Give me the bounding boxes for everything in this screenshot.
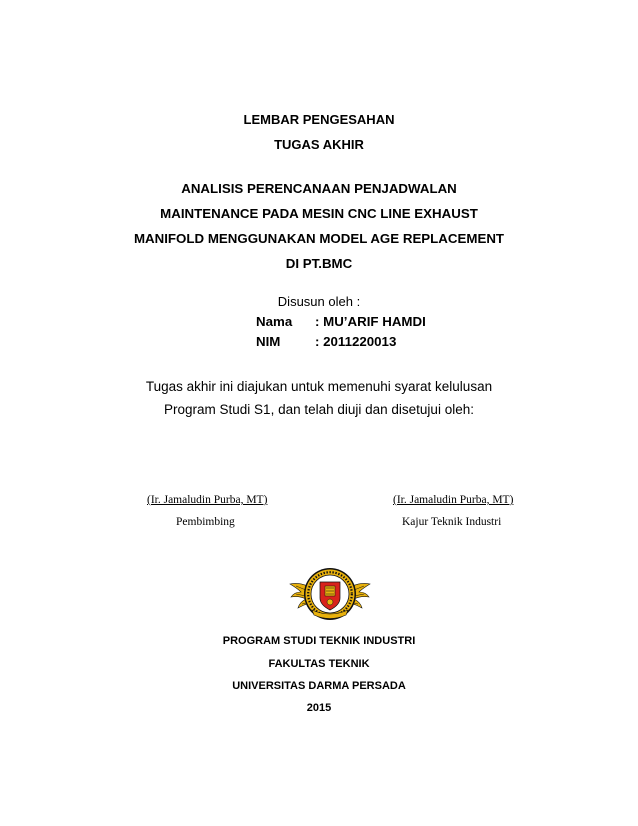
nim-label: NIM	[256, 334, 281, 349]
author-intro: Disusun oleh :	[277, 294, 361, 309]
thesis-title-line-1: ANALISIS PERENCANAAN PENJADWALAN	[181, 181, 457, 196]
thesis-title-line-4: DI PT.BMC	[285, 256, 353, 271]
signature-right-role: Kajur Teknik Industri	[402, 516, 502, 528]
statement-line-2: Program Studi S1, dan telah diuji dan disetujui oleh:	[164, 402, 474, 417]
signature-left-name: (Ir. Jamaludin Purba, MT)	[147, 494, 268, 506]
faculty: FAKULTAS TEKNIK	[268, 658, 370, 670]
statement-line-1: Tugas akhir ini diajukan untuk memenuhi syarat kelulusan	[145, 379, 493, 394]
name-label: Nama	[256, 314, 293, 329]
university-seal-icon	[288, 566, 372, 622]
thesis-title-line-2: MAINTENANCE PADA MESIN CNC LINE EXHAUST	[160, 206, 478, 221]
signature-right-name: (Ir. Jamaludin Purba, MT)	[393, 494, 514, 506]
nim-value: : 2011220013	[315, 334, 397, 349]
study-program: PROGRAM STUDI TEKNIK INDUSTRI	[222, 635, 416, 647]
signature-left-role: Pembimbing	[176, 516, 235, 528]
year: 2015	[306, 702, 332, 714]
thesis-title-line-3: MANIFOLD MENGGUNAKAN MODEL AGE REPLACEMENT	[133, 231, 505, 246]
document-subheading: TUGAS AKHIR	[274, 137, 364, 152]
university: UNIVERSITAS DARMA PERSADA	[232, 680, 406, 692]
document-heading: LEMBAR PENGESAHAN	[243, 112, 395, 127]
name-value: : MU’ARIF HAMDI	[315, 314, 426, 329]
